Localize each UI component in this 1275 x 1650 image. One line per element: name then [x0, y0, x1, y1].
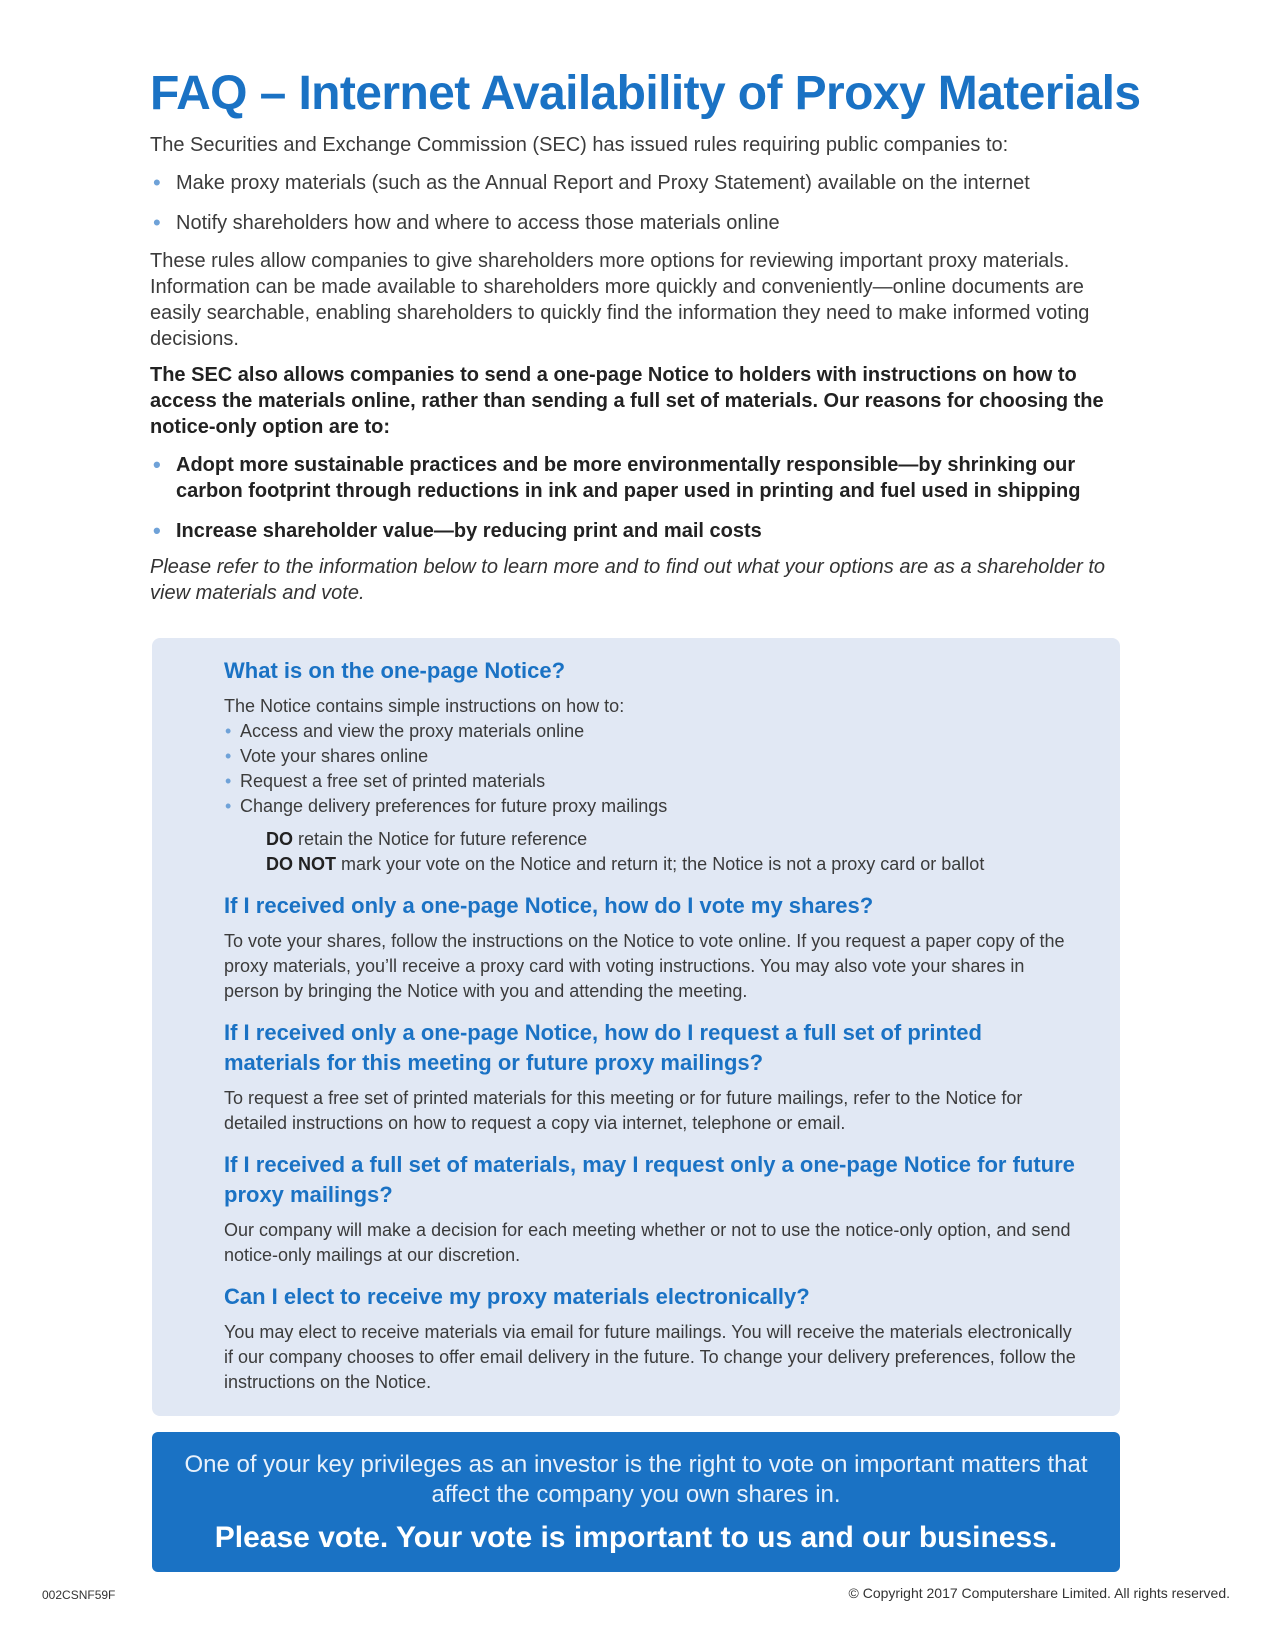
notice-guidance	[266, 827, 1084, 877]
faq-question: If I received a full set of materials, may I request only a one-page Notice for future proxy mailings?	[224, 1152, 1075, 1207]
faq-question: If I received only a one-page Notice, how do I request a full set of printed materials for this meeting or future proxy mailings?	[224, 1020, 982, 1075]
faq-item-how-to-vote	[224, 891, 1084, 1004]
banner-call-to-action: Please vote. Your vote is important to us and our business.	[214, 1521, 1058, 1554]
faq-answer: You may elect to receive materials via email for future mailings. You will receive the materials electronically if our company chooses to offer email delivery in the future. To change your delivery preferences, follow the instructions on the Notice.	[224, 1322, 1076, 1392]
notice-instructions-list	[224, 719, 1084, 819]
banner-text: One of your key privileges as an investor is the right to vote on important matters that affect the company you own shares in.	[184, 1451, 1088, 1508]
faq-answer: The Notice contains simple instructions on how to:	[224, 696, 625, 716]
list-item: • Make proxy materials (such as the Annual Report and Proxy Statement) available on the internet	[150, 170, 1130, 196]
faq-answer: Our company will make a decision for each meeting whether or not to use the notice-only option, and send notice-only mailings at our discretion.	[224, 1220, 1071, 1265]
copyright-notice: © Copyright 2017 Computershare Limited. All rights reserved.	[848, 1585, 1230, 1601]
faq-answer: To vote your shares, follow the instructions on the Notice to vote online. If you request a paper copy of the proxy materials, you’ll receive a proxy card with voting instructions. You may also vote your shares in person by bringing the Notice with you and attending the meeting.	[224, 931, 1065, 1001]
notice-paragraph: The SEC also allows companies to send a one-page Notice to holders with instructions on how to access the materials online, rather than sending a full set of materials. Our reasons for choosing the notice-only option are to:	[150, 364, 1104, 438]
faq-box	[152, 638, 1120, 1416]
intro-section	[150, 132, 1130, 606]
vote-banner	[152, 1432, 1120, 1572]
faq-question: If I received only a one-page Notice, how do I vote my shares?	[224, 893, 874, 918]
do-label: DO	[266, 829, 293, 849]
faq-question: Can I elect to receive my proxy materials electronically?	[224, 1284, 810, 1309]
faq-item-request-printed	[224, 1018, 1084, 1136]
requirements-list	[150, 170, 1130, 236]
reasons-list	[150, 452, 1130, 544]
do-not-note	[266, 852, 1084, 877]
page-title: FAQ – Internet Availability of Proxy Materials	[150, 67, 1141, 120]
do-not-text: mark your vote on the Notice and return it; the Notice is not a proxy card or ballot	[336, 854, 985, 874]
list-item: • Vote your shares online	[224, 744, 1084, 769]
list-item: • Request a free set of printed materials	[224, 769, 1084, 794]
do-not-label: DO NOT	[266, 854, 336, 874]
do-note	[266, 827, 1084, 852]
faq-item-electronic-delivery	[224, 1282, 1084, 1395]
closing-paragraph: Please refer to the information below to learn more and to find out what your options are as a shareholder to view materials and vote.	[150, 556, 1105, 604]
list-item: • Adopt more sustainable practices and be more environmentally responsible—by shrinking our carbon footprint through reductions in ink and paper used in printing and fuel used in shipping	[150, 452, 1130, 504]
faq-answer: To request a free set of printed materials for this meeting or for future mailings, refer to the Notice for detailed instructions on how to request a copy via internet, telephone or email.	[224, 1088, 1023, 1133]
faq-item-notice-contents	[224, 656, 1084, 877]
faq-question: What is on the one-page Notice?	[224, 658, 566, 683]
do-text: retain the Notice for future reference	[293, 829, 588, 849]
intro-lead: The Securities and Exchange Commission (SEC) has issued rules requiring public companies to:	[150, 134, 1009, 156]
list-item: • Change delivery preferences for future proxy mailings	[224, 794, 1084, 819]
document-code: 002CSNF59F	[42, 1588, 116, 1602]
list-item: • Increase shareholder value—by reducing print and mail costs	[150, 518, 1130, 544]
faq-content	[224, 656, 1084, 1395]
list-item: • Notify shareholders how and where to access those materials online	[150, 210, 1130, 236]
list-item: • Access and view the proxy materials online	[224, 719, 1084, 744]
faq-item-notice-only	[224, 1150, 1084, 1268]
rules-paragraph: These rules allow companies to give shareholders more options for reviewing important proxy materials. Information can be made available to shareholders more quickly and conveniently—online documents are easily searchable, enabling shareholders to quickly find the information they need to make informed voting decisions.	[150, 250, 1090, 350]
